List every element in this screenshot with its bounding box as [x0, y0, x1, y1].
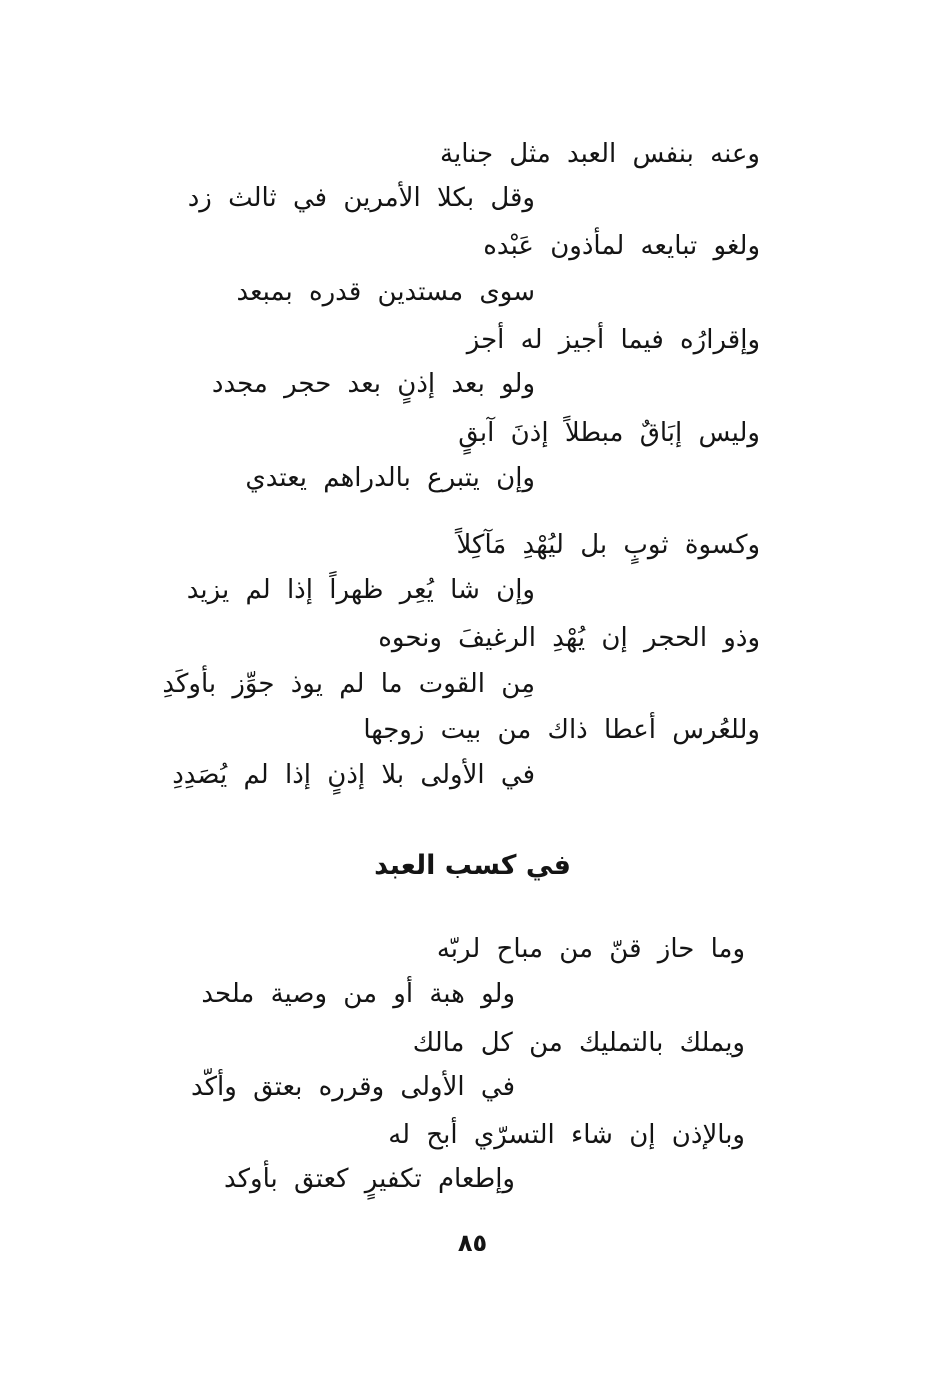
- section-heading: في كسب العبد: [374, 850, 571, 881]
- verse-3-second-hemistich: ولو بعد إذنٍ بعد حجر مجدد: [211, 369, 535, 399]
- verse-1-second-hemistich: وقل بكلا الأمرين في ثالث زد: [187, 183, 535, 213]
- verse-2-first-hemistich: ولغو تبايعه لمأذون عَبْده: [483, 231, 760, 261]
- verse-5-first-hemistich: وكسوة ثوبٍ بل ليُهْدِ مَآكِلاً: [456, 530, 760, 560]
- verse-8-second-hemistich: ولو هبة أو من وصية ملحد: [201, 979, 515, 1009]
- verse-1-first-hemistich: وعنه بنفس العبد مثل جناية: [440, 139, 760, 169]
- verse-6-first-hemistich: وذو الحجر إن يُهْدِ الرغيفَ ونحوه: [378, 623, 760, 653]
- verse-4-first-hemistich: وليس إبَاقٌ مبطلاً إذنَ آبقٍ: [458, 418, 760, 448]
- verse-7-first-hemistich: وللعُرس أعطا ذاك من بيت زوجها: [363, 715, 760, 745]
- verse-7-second-hemistich: في الأولى بلا إذنٍ إذا لم يُصَدِدِ: [172, 760, 535, 790]
- verse-5-second-hemistich: وإن شا يُعِر ظهراً إذا لم يزيد: [186, 575, 535, 605]
- verse-9-second-hemistich: في الأولى وقرره بعتق وأكّد: [191, 1072, 515, 1102]
- verse-9-first-hemistich: ويملك بالتمليك من كل مالك: [412, 1028, 745, 1058]
- page-number: ٨٥: [457, 1229, 488, 1257]
- verse-2-second-hemistich: سوى مستدين قدره بمبعد: [236, 277, 535, 307]
- verse-10-first-hemistich: وبالإذن إن شاء التسرّي أبح له: [388, 1120, 745, 1150]
- verse-10-second-hemistich: وإطعام تكفيرٍ كعتق بأوكد: [224, 1164, 515, 1194]
- verse-3-first-hemistich: وإقرارُه فيما أجيز له أجز: [466, 325, 760, 355]
- verse-4-second-hemistich: وإن يتبرع بالدراهم يعتدي: [245, 463, 535, 493]
- verse-6-second-hemistich: مِن القوت ما لم يوذ جوِّز بأوكَدِ: [162, 669, 535, 699]
- verse-8-first-hemistich: وما حاز قنّ من مباح لربّه: [436, 934, 745, 964]
